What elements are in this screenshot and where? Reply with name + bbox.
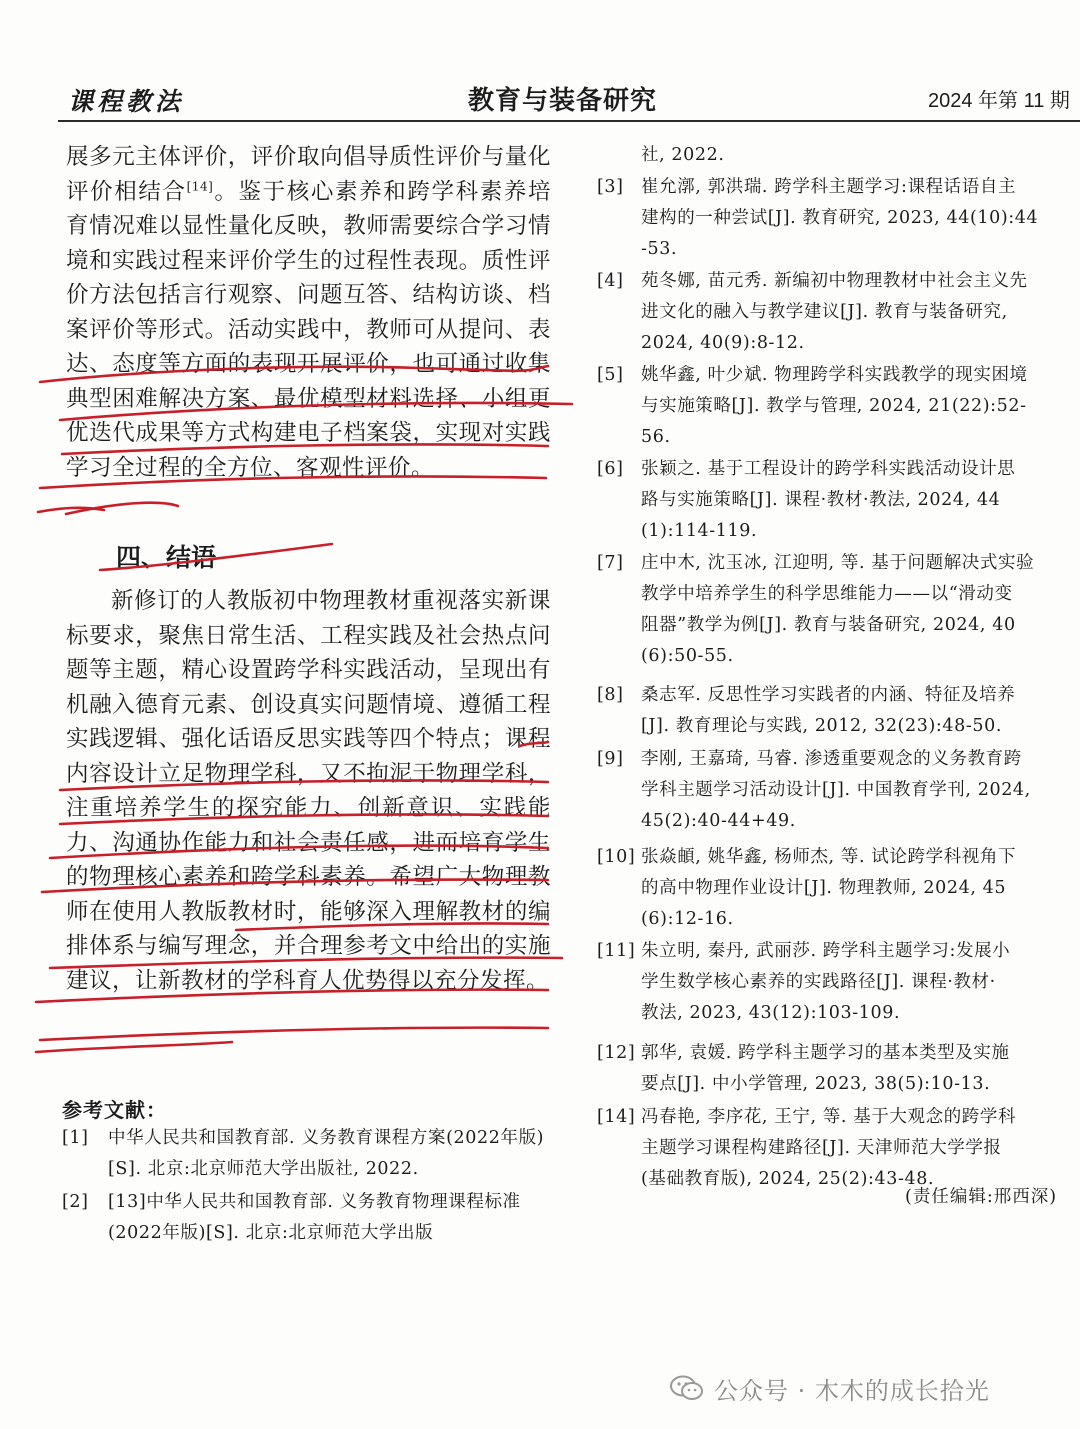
watermark-text: 公众号 · 木木的成长拾光	[714, 1376, 990, 1405]
reference-item	[597, 936, 1080, 1029]
reference-number: [4]	[597, 271, 624, 291]
reference-line: -53.	[641, 239, 678, 259]
page-header	[0, 82, 1080, 118]
para1-text-a: 展多元主体评价，评价取向倡导质性评价与量化评价相结合	[66, 144, 551, 205]
reference-item	[597, 548, 1080, 672]
reference-text	[641, 548, 1080, 672]
reference-number: [8]	[597, 685, 624, 705]
reference-line: 56.	[641, 427, 671, 447]
reference-line: 教法, 2023, 43(12):103-109.	[641, 1003, 901, 1023]
citation-mark: [14]	[186, 179, 214, 193]
reference-continuation: 社, 2022.	[641, 145, 725, 165]
reference-number: [1]	[62, 1128, 89, 1148]
body-paragraph-2: 新修订的人教版初中物理教材重视落实新课标要求，聚焦日常生活、工程实践及社会热点问题等主题，精心设置跨学科实践活动，呈现出有机融入德育元素、创设真实问题情境、遵循工程实践逻辑、强化话语反思实践等四个特点；课程内容设计立足物理学科，又不拘泥于物理学科，注重培养学生的探究能力、创新意识、实践能力、沟通协作能力和社会责任感，进而培育学生的物理核心素养和跨学科素养。希望广大物理教师在使用人教版教材时，能够深入理解教材的编排体系与编写理念，并合理参考文中给出的实施建议，让新教材的学科育人优势得以充分发挥。	[66, 588, 551, 994]
reference-line: 路与实施策略[J]. 课程·教材·教法, 2024, 44	[641, 490, 1001, 510]
reference-text	[641, 266, 1080, 359]
underline-mark	[40, 1028, 548, 1040]
reference-item	[597, 744, 1080, 837]
reference-line: 建构的一种尝试[J]. 教育研究, 2023, 44(10):44	[641, 208, 1039, 228]
reference-text	[641, 842, 1080, 935]
reference-line: 庄中木, 沈玉冰, 江迎明, 等. 基于问题解决式实验	[641, 553, 1035, 573]
reference-line: 冯春艳, 李序花, 王宁, 等. 基于大观念的跨学科	[641, 1107, 1017, 1127]
reference-line: 朱立明, 秦丹, 武丽莎. 跨学科主题学习:发展小	[641, 941, 1011, 961]
reference-text: 中华人民共和国教育部. 义务教育课程方案(2022年版)[S]. 北京:北京师范大学出版社, 2022.	[108, 1128, 545, 1179]
reference-line: 教学中培养学生的科学思维能力——以“滑动变	[641, 584, 1013, 604]
para1-text-b: 。鉴于核心素养和跨学科素养培育情况难以显性量化反映，教师需要综合学习情境和实践过程来评价学生的过程性表现。质性评价方法包括言行观察、问题互答、结构访谈、档案评价等形式。活动实践中，教师可从提问、表达、态度等方面的表现开展评价，也可通过收集典型困难解决方案、最优模型材料选择、小组更优迭代成果等方式构建电子档案袋，实现对实践学习全过程的全方位、客观性评价。	[66, 178, 551, 481]
underline-mark	[36, 1042, 232, 1052]
reference-line: (基础教育版), 2024, 25(2):43-48.	[641, 1169, 935, 1189]
journal-title: 教育与装备研究	[468, 86, 658, 116]
reference-line: 郭华, 袁媛. 跨学科主题学习的基本类型及实施	[641, 1043, 1010, 1063]
reference-line: 学科主题学习活动设计[J]. 中国教育学刊, 2024,	[641, 780, 1031, 800]
reference-text	[641, 454, 1080, 547]
reference-text	[641, 936, 1080, 1029]
left-column	[66, 140, 551, 994]
section-heading: 四、结语	[116, 543, 217, 572]
reference-text	[641, 1102, 1080, 1195]
reference-item	[597, 842, 1080, 935]
reference-line: 45(2):40-44+49.	[641, 811, 796, 831]
reference-line: 的高中物理作业设计[J]. 物理教师, 2024, 45	[641, 878, 1007, 898]
section-label: 课程教法	[68, 87, 185, 116]
reference-text	[641, 680, 1080, 742]
reference-item	[597, 454, 1080, 547]
reference-text	[641, 744, 1080, 837]
wechat-icon	[670, 1375, 704, 1401]
reference-line: 姚华鑫, 叶少斌. 物理跨学科实践教学的现实困境	[641, 365, 1028, 385]
reference-number: [11]	[597, 941, 636, 961]
header-rule	[58, 120, 1080, 122]
reference-line: 张颖之. 基于工程设计的跨学科实践活动设计思	[641, 459, 1016, 479]
reference-line: 2024, 40(9):8-12.	[641, 333, 805, 353]
reference-line: (1):114-119.	[641, 521, 758, 541]
reference-item	[62, 1123, 552, 1185]
reference-number: [14]	[597, 1107, 636, 1127]
reference-line: 进文化的融入与教学建议[J]. 教育与装备研究,	[641, 302, 1008, 322]
reference-line: (6):50-55.	[641, 646, 734, 666]
reference-line: 桑志军. 反思性学习实践者的内涵、特征及培养	[641, 685, 1016, 705]
underline-mark	[38, 503, 178, 514]
reference-line: 苑冬娜, 苗元秀. 新编初中物理教材中社会主义先	[641, 271, 1028, 291]
reference-item	[62, 1187, 552, 1249]
reference-item	[597, 172, 1080, 265]
reference-line: 主题学习课程构建路径[J]. 天津师范大学学报	[641, 1138, 1002, 1158]
reference-number: [7]	[597, 553, 624, 573]
reference-item	[597, 266, 1080, 359]
editor-credit: (责任编辑:邢西深)	[905, 1187, 1058, 1207]
reference-text	[641, 172, 1080, 265]
reference-line: 阻器”教学为例[J]. 教育与装备研究, 2024, 40	[641, 615, 1016, 635]
reference-text: [13]中华人民共和国教育部. 义务教育物理课程标准(2022年版)[S]. 北京:北京师范大学出版	[108, 1192, 521, 1243]
reference-item	[597, 1102, 1080, 1195]
body-paragraph-1	[66, 140, 551, 485]
reference-item	[597, 680, 1080, 742]
reference-text	[641, 360, 1080, 453]
reference-number: [2]	[62, 1192, 89, 1212]
reference-line: 要点[J]. 中小学管理, 2023, 38(5):10-13.	[641, 1074, 991, 1094]
reference-number: [10]	[597, 847, 636, 867]
reference-line: 李刚, 王嘉琦, 马睿. 渗透重要观念的义务教育跨	[641, 749, 1022, 769]
reference-number: [6]	[597, 459, 624, 479]
reference-number: [3]	[597, 177, 624, 197]
issue-label: 2024 年第 11 期	[928, 90, 1070, 112]
watermark	[670, 1368, 990, 1408]
references-heading: 参考文献：	[62, 1098, 167, 1122]
reference-line: [J]. 教育理论与实践, 2012, 32(23):48-50.	[641, 716, 1002, 736]
reference-number: [9]	[597, 749, 624, 769]
reference-line: 学生数学核心素养的实践路径[J]. 课程·教材·	[641, 972, 996, 992]
reference-item	[597, 360, 1080, 453]
reference-line: 张焱頔, 姚华鑫, 杨师杰, 等. 试论跨学科视角下	[641, 847, 1017, 867]
reference-item	[597, 1038, 1080, 1100]
reference-line: 崔允漷, 郭洪瑞. 跨学科主题学习:课程话语自主	[641, 177, 1017, 197]
reference-line: (6):12-16.	[641, 909, 734, 929]
reference-text	[641, 1038, 1080, 1100]
reference-line: 与实施策略[J]. 教学与管理, 2024, 21(22):52-	[641, 396, 1027, 416]
reference-number: [12]	[597, 1043, 636, 1063]
reference-number: [5]	[597, 365, 624, 385]
